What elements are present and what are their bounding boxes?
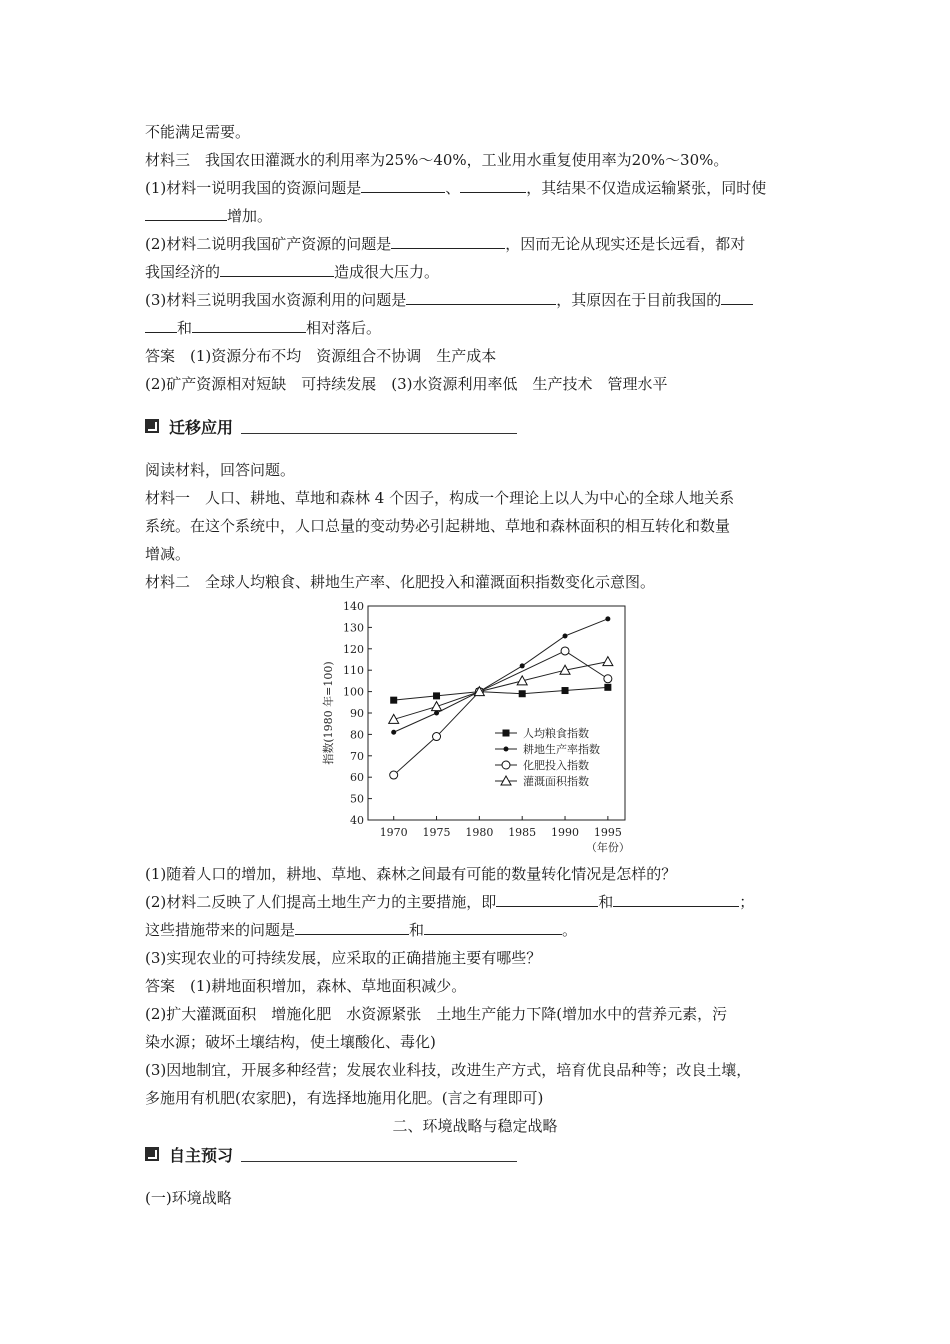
q3-text: 相对落后。 <box>306 319 382 337</box>
part-heading: 二、环境战略与稳定战略 <box>392 1117 558 1135</box>
question-1-cont <box>145 206 272 226</box>
q1-text: 、 <box>445 179 461 197</box>
answer-blank[interactable] <box>391 234 505 249</box>
x-tick-label: 1975 <box>422 826 451 839</box>
legend-label: 人均粮食指数 <box>523 727 589 740</box>
p2-text: 。 <box>562 921 578 939</box>
series-line <box>394 687 608 700</box>
y-tick-label: 60 <box>350 771 364 785</box>
text-line: 材料三 我国农田灌溉水的利用率为25%～40%，工业用水重复使用率为20%～30%。 <box>145 151 729 169</box>
answer-line: (3)因地制宜，开展多种经营；发展农业科技，改进生产方式，培育优良品种等；改良土壤， <box>145 1061 752 1079</box>
legend-item <box>495 726 589 740</box>
question-2-cont <box>145 262 439 282</box>
section-header-transfer <box>145 415 517 437</box>
question-3-cont <box>145 318 381 338</box>
data-point <box>389 714 399 723</box>
text-line: 不能满足需要。 <box>145 123 251 141</box>
p2-text: 这些措施带来的问题是 <box>145 921 296 939</box>
legend-item <box>495 758 589 772</box>
series-dot <box>391 616 610 734</box>
y-tick-label: 50 <box>350 792 364 806</box>
text-line: 系统。在这个系统中，人口总量的变动势必引起耕地、草地和森林面积的相互转化和数量 <box>145 517 731 535</box>
data-point <box>562 687 569 694</box>
data-point <box>390 697 397 704</box>
answer-blank[interactable] <box>295 920 409 935</box>
answer-blank[interactable] <box>721 290 753 305</box>
section-arrow-icon <box>145 1147 159 1161</box>
series-square <box>390 684 611 704</box>
y-tick-label: 110 <box>343 664 364 678</box>
p2-text: (2)材料二反映了人们提高土地生产力的主要措施，即 <box>145 893 497 911</box>
answer-line: 染水源；破坏土壤结构，使土壤酸化、毒化) <box>145 1033 436 1051</box>
answer-blank[interactable] <box>496 892 598 907</box>
question-2 <box>145 234 745 254</box>
q1-text: 增加。 <box>227 207 273 225</box>
data-point <box>604 675 612 683</box>
legend-item <box>495 774 589 788</box>
question-line: (1)随着人口的增加，耕地、草地、森林之间最有可能的数量转化情况是怎样的？ <box>145 865 677 883</box>
answer-blank[interactable] <box>460 178 526 193</box>
chart-legend <box>495 726 600 788</box>
y-tick-label: 90 <box>350 707 364 720</box>
text-line: 增减。 <box>145 545 191 563</box>
x-tick-label: 1995 <box>593 826 622 839</box>
p2-text: 和 <box>598 893 614 911</box>
data-point <box>391 730 396 735</box>
p2-text: ； <box>739 893 755 911</box>
answer-blank[interactable] <box>406 290 556 305</box>
q2-text: (2)材料二说明我国矿产资源的问题是 <box>145 235 392 253</box>
q1-text: ，其结果不仅造成运输紧张，同时使 <box>526 179 767 197</box>
legend-label: 灌溉面积指数 <box>523 775 589 788</box>
data-point <box>520 663 525 668</box>
y-tick-label: 80 <box>350 728 364 742</box>
answer-blank[interactable] <box>145 206 227 221</box>
section-header-preview <box>145 1143 517 1165</box>
section-title: 迁移应用 <box>169 417 234 437</box>
series-triangle <box>389 657 613 724</box>
section-arrow-icon <box>145 419 159 433</box>
series-line <box>394 619 608 732</box>
q2-text: 造成很大压力。 <box>334 263 440 281</box>
data-point <box>603 657 613 666</box>
x-axis-label: （年份） <box>585 841 630 854</box>
data-point <box>519 690 526 697</box>
data-point <box>503 730 510 737</box>
section-title: 自主预习 <box>169 1145 234 1165</box>
y-tick-label: 70 <box>350 749 364 763</box>
data-point <box>605 616 610 621</box>
question-3 <box>145 290 753 310</box>
answer-blank[interactable] <box>361 178 445 193</box>
y-tick-label: 140 <box>343 600 364 613</box>
q3-text: (3)材料三说明我国水资源利用的问题是 <box>145 291 407 309</box>
answer-line: (2)扩大灌溉面积 增施化肥 水资源紧张 土地生产能力下降(增加水中的营养元素，污 <box>145 1005 728 1023</box>
series-line <box>394 651 608 775</box>
data-point <box>561 647 569 655</box>
answer-blank[interactable] <box>613 892 739 907</box>
question-line: (3)实现农业的可持续发展，应采取的正确措施主要有哪些？ <box>145 949 542 967</box>
p2-text: 和 <box>409 921 425 939</box>
data-point <box>433 692 440 699</box>
q3-text: 和 <box>177 319 193 337</box>
data-point <box>504 747 509 752</box>
data-point <box>434 711 439 716</box>
data-point <box>433 733 441 741</box>
answer-line: 答案 (1)耕地面积增加，森林、草地面积减少。 <box>145 977 467 995</box>
text-line: 阅读材料，回答问题。 <box>145 461 296 479</box>
section-rule <box>241 419 517 434</box>
x-tick-label: 1985 <box>508 826 537 839</box>
y-tick-label: 120 <box>343 642 364 656</box>
y-tick-label: 130 <box>343 621 364 635</box>
y-tick-label: 100 <box>343 685 364 699</box>
text-line: 材料二 全球人均粮食、耕地生产率、化肥投入和灌溉面积指数变化示意图。 <box>145 573 656 591</box>
q3-text: ，其原因在于目前我国的 <box>556 291 722 309</box>
y-tick-label: 40 <box>350 814 364 827</box>
series-line <box>394 662 608 720</box>
data-point <box>390 771 398 779</box>
data-point <box>432 702 442 711</box>
answer-line: 多施用有机肥(农家肥)，有选择地施用化肥。(言之有理即可) <box>145 1089 544 1107</box>
answer-blank[interactable] <box>145 318 177 333</box>
answer-line: 答案 (1)资源分布不均 资源组合不协调 生产成本 <box>145 347 497 365</box>
y-axis-label: 指数(1980 年=100) <box>322 661 335 765</box>
question-2b-cont <box>145 920 577 940</box>
question-1 <box>145 178 766 198</box>
index-chart <box>310 596 640 858</box>
q2-text: ，因而无论从现实还是长远看，都对 <box>505 235 746 253</box>
data-point <box>502 761 510 769</box>
x-tick-label: 1980 <box>465 826 494 839</box>
data-point <box>563 633 568 638</box>
subheading: (一)环境战略 <box>145 1189 232 1207</box>
data-point <box>604 684 611 691</box>
legend-label: 化肥投入指数 <box>523 759 589 772</box>
x-tick-label: 1990 <box>551 826 580 839</box>
legend-label: 耕地生产率指数 <box>523 743 600 756</box>
section-rule <box>241 1147 517 1162</box>
q2-text: 我国经济的 <box>145 263 221 281</box>
answer-blank[interactable] <box>220 262 334 277</box>
text-line: 材料一 人口、耕地、草地和森林 4 个因子，构成一个理论上以人为中心的全球人地关系 <box>145 489 735 507</box>
answer-blank[interactable] <box>424 920 562 935</box>
legend-item <box>495 742 600 756</box>
answer-blank[interactable] <box>192 318 306 333</box>
question-2b <box>145 892 754 912</box>
answer-line: (2)矿产资源相对短缺 可持续发展 (3)水资源利用率低 生产技术 管理水平 <box>145 375 668 393</box>
q1-text: (1)材料一说明我国的资源问题是 <box>145 179 362 197</box>
x-tick-label: 1970 <box>379 826 408 839</box>
